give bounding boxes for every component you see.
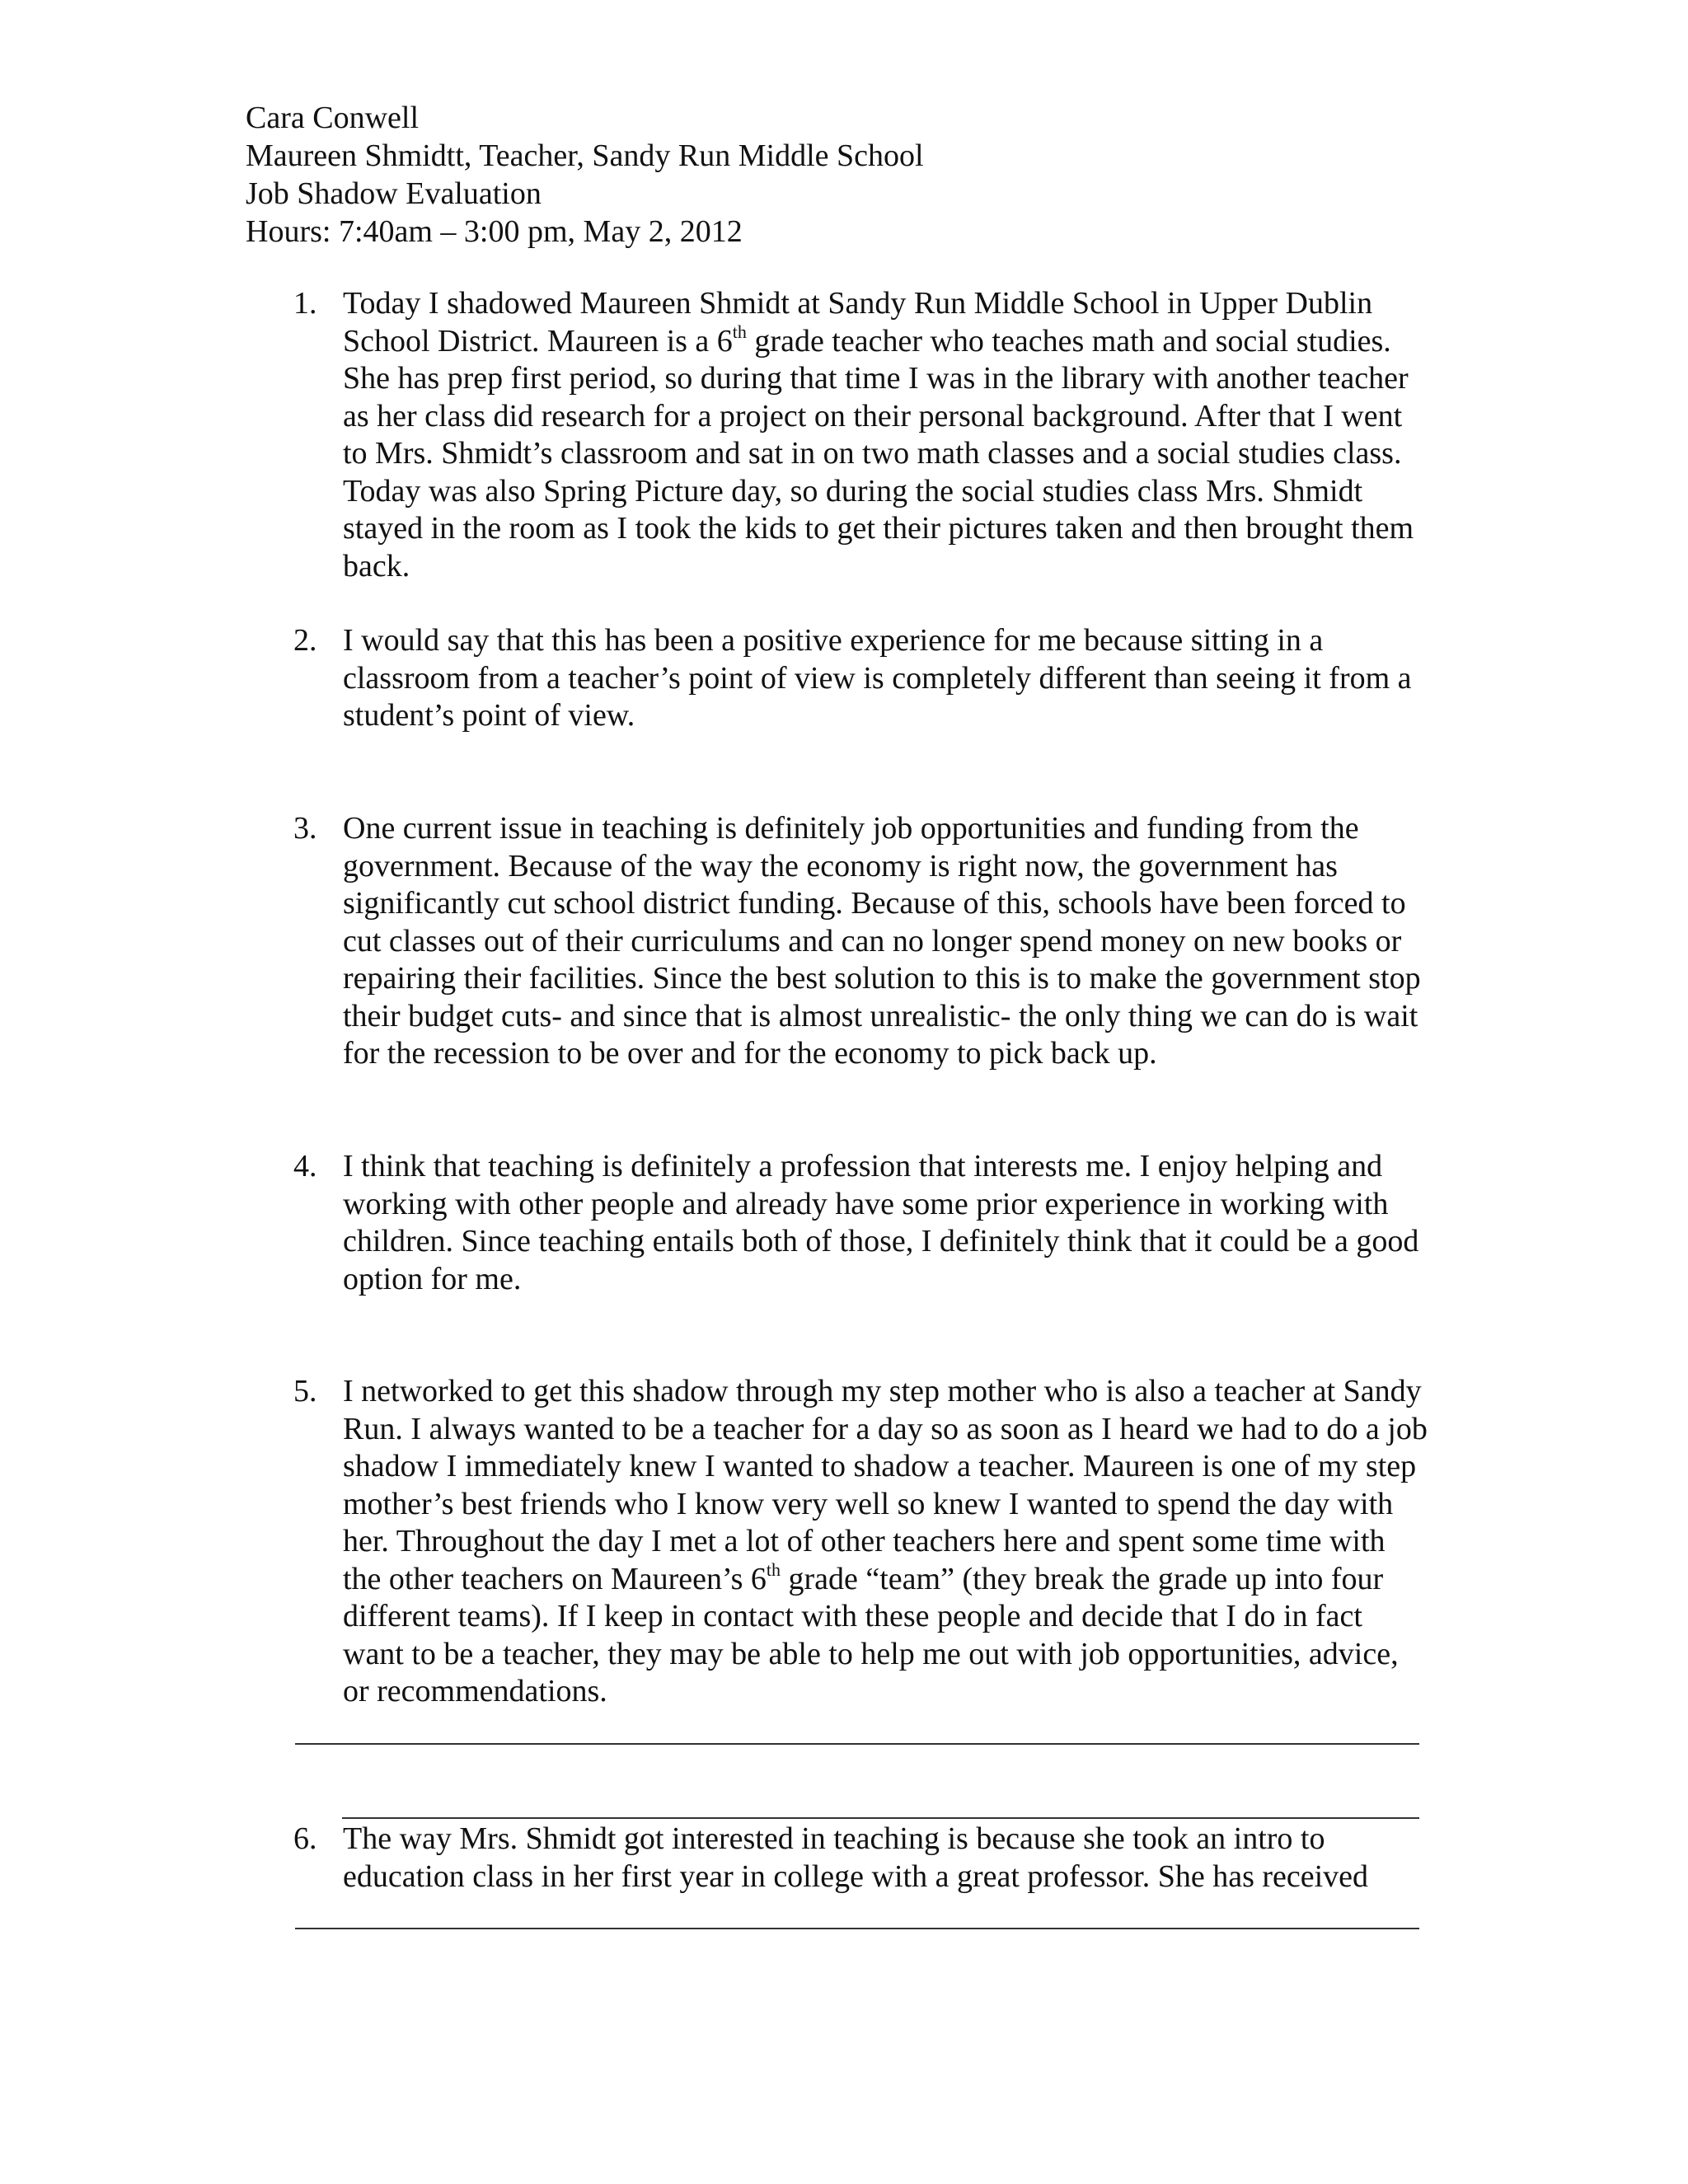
item-text: I would say that this has been a positive experience for me because sitting in a classroom from a teacher’s point of view is completely different than seeing it from a student’s point of view. (343, 623, 1412, 733)
shadow-contact: Maureen Shmidtt, Teacher, Sandy Run Middle School (246, 138, 924, 173)
list-item-5 (293, 1373, 1431, 1711)
item-number: 5. (293, 1374, 317, 1408)
item-number: 6. (293, 1821, 317, 1856)
author-name: Cara Conwell (246, 101, 420, 135)
item-number: 1. (293, 286, 317, 321)
item-number: 3. (293, 811, 317, 846)
document-header (246, 99, 1482, 251)
list-item-3 (293, 810, 1431, 1073)
item-text: The way Mrs. Shmidt got interested in teaching is because she took an intro to education class in her first year in college with a great professor. She has received (343, 1821, 1369, 1894)
horizontal-rule (342, 1817, 1419, 1819)
item-number: 2. (293, 623, 317, 658)
item-text: I networked to get this shadow through my step mother who is also a teacher at Sandy Run. I always wanted to be a teacher for a day so as soon as I heard we had to do a job shadow I immediately knew I wanted to shadow a teacher. Maureen is one of my step mother’s best friends who I know very well so knew I wanted to spend the day with her. Throughout the day I met a lot of other teachers here and spent some time with the other teachers on Maureen’s 6th grade “team” (they break the grade up into four different teams). If I keep in contact with these people and decide that I do in fact want to be a teacher, they may be able to help me out with job opportunities, advice, or recommendations. (343, 1374, 1428, 1708)
list-item-6 (293, 1821, 1431, 1896)
item-text: I think that teaching is definitely a profession that interests me. I enjoy helping and working with other people and already have some prior experience in working with children. Since teaching entails both of those, I definitely think that it could be a good option for me. (343, 1149, 1419, 1296)
item-number: 4. (293, 1149, 317, 1183)
superscript: th (732, 321, 747, 342)
list-item-1 (293, 285, 1431, 585)
list-item-4 (293, 1148, 1431, 1298)
list-item-2 (293, 622, 1431, 735)
item-text: Today I shadowed Maureen Shmidt at Sandy Run Middle School in Upper Dublin School District. Maureen is a 6th grade teacher who teaches math and social studies. She has prep first period, so during that time I was in the library with another teacher as her class did research for a project on their personal background. After that I went to Mrs. Shmidt’s classroom and sat in on two math classes and a social studies class. Today was also Spring Picture day, so during the social studies class Mrs. Shmidt stayed in the room as I took the kids to get their pictures taken and then brought them back. (343, 286, 1414, 583)
item-text: One current issue in teaching is definitely job opportunities and funding from the government. Because of the way the economy is right now, the government has significantly cut school district funding. Because of this, schools have been forced to cut classes out of their curriculums and can no longer spend money on new books or repairing their facilities. Since the best solution to this is to make the government stop their budget cuts- and since that is almost unrealistic- the only thing we can do is wait for the recession to be over and for the economy to pick back up. (343, 811, 1421, 1071)
superscript: th (766, 1558, 781, 1580)
horizontal-rule (295, 1928, 1419, 1929)
shadow-hours: Hours: 7:40am – 3:00 pm, May 2, 2012 (246, 214, 743, 249)
document-title: Job Shadow Evaluation (246, 176, 542, 211)
horizontal-rule (295, 1743, 1419, 1745)
